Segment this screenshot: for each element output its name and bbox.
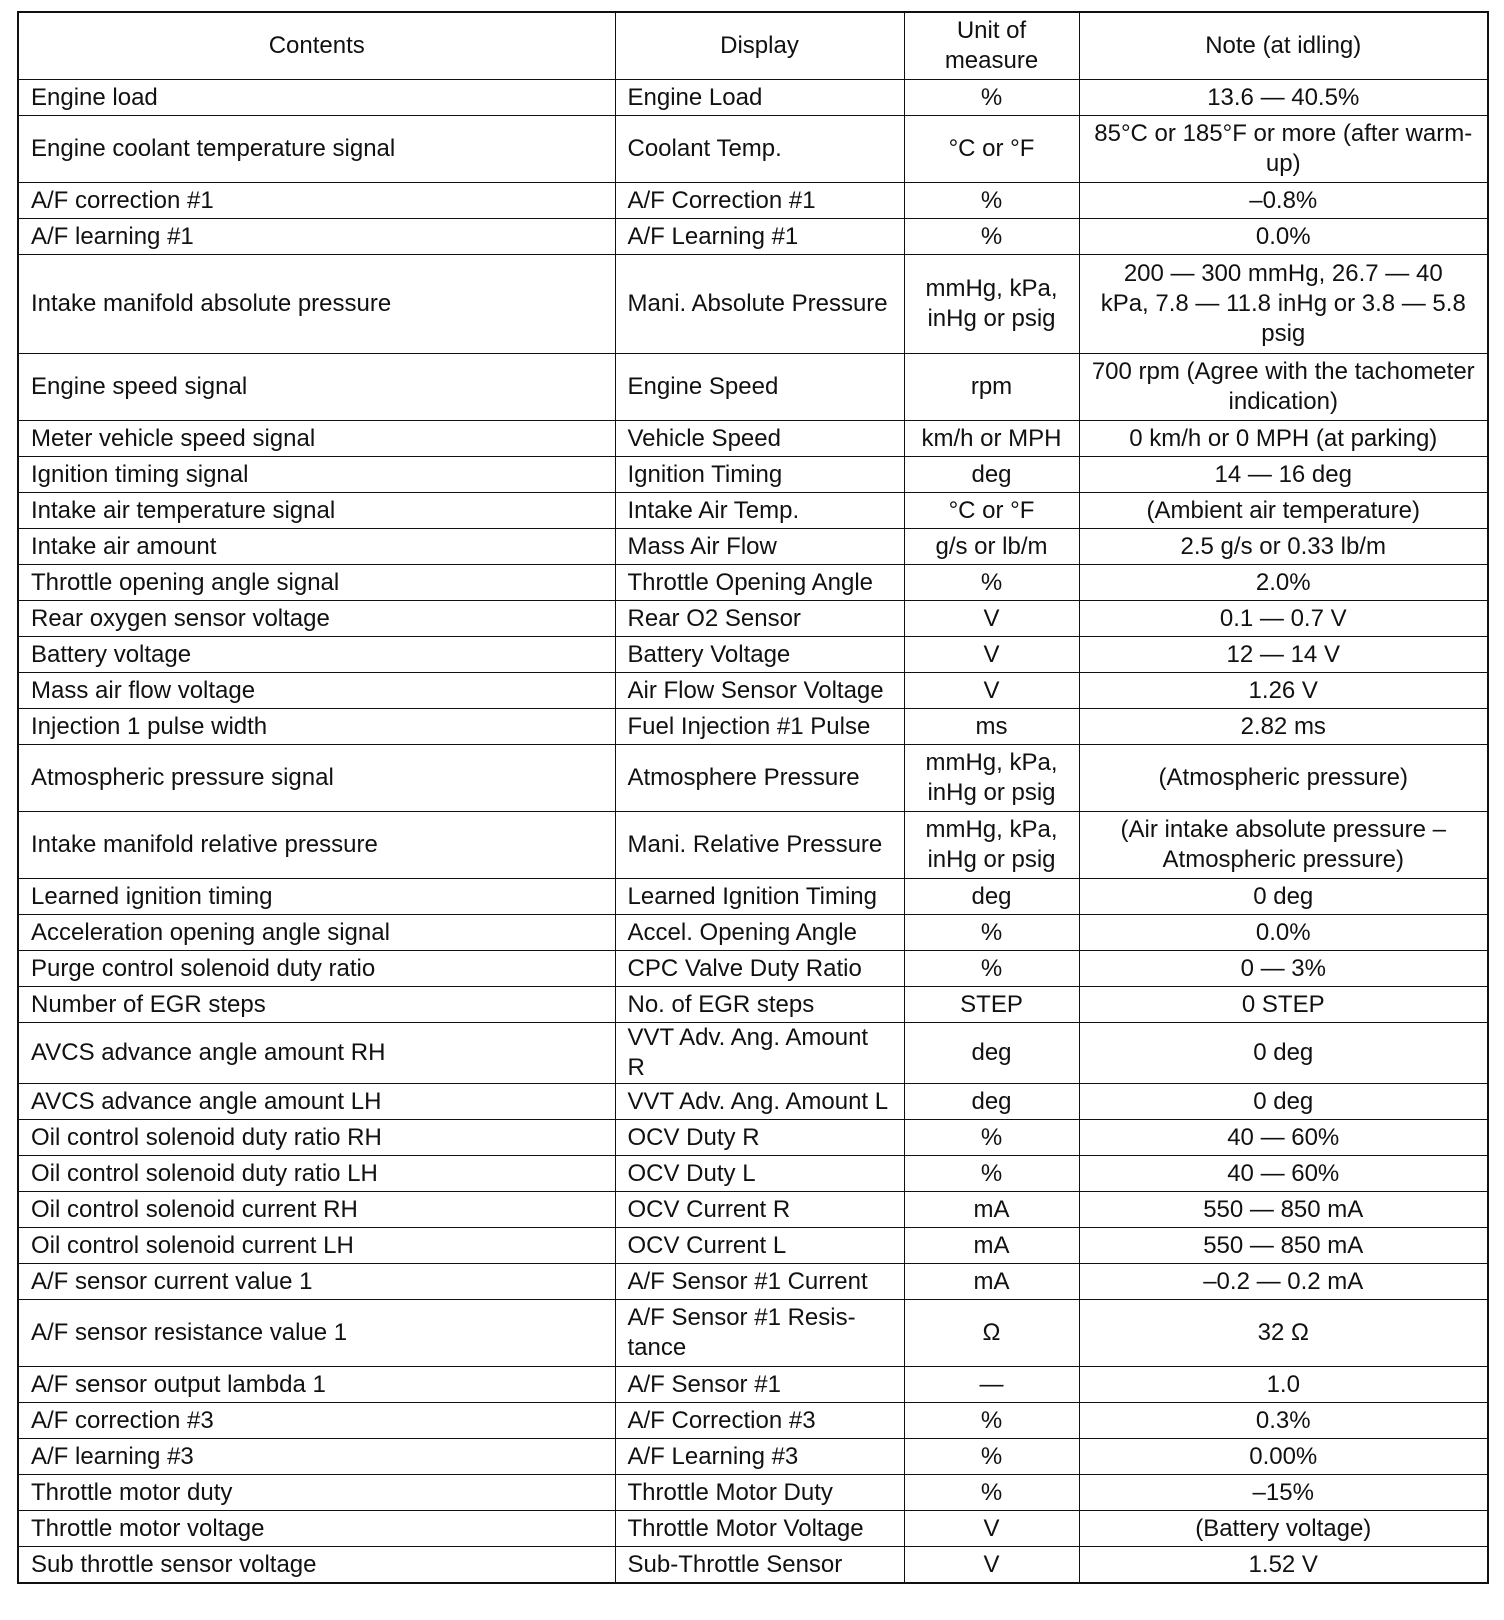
cell-note: –0.2 — 0.2 mA	[1079, 1264, 1488, 1300]
cell-contents: Number of EGR steps	[18, 987, 615, 1023]
monitor-data-table	[17, 11, 1489, 1584]
cell-contents: A/F sensor current value 1	[18, 1264, 615, 1300]
cell-contents: A/F learning #3	[18, 1439, 615, 1475]
cell-unit: STEP	[904, 987, 1079, 1023]
cell-display: OCV Current L	[615, 1228, 904, 1264]
cell-note: 0.0%	[1079, 219, 1488, 255]
cell-unit: V	[904, 1511, 1079, 1547]
cell-contents: Purge control solenoid duty ratio	[18, 951, 615, 987]
cell-contents: A/F correction #3	[18, 1403, 615, 1439]
cell-unit: mA	[904, 1228, 1079, 1264]
cell-display: A/F Correction #3	[615, 1403, 904, 1439]
cell-display: Fuel Injection #1 Pulse	[615, 709, 904, 745]
cell-note: 13.6 — 40.5%	[1079, 80, 1488, 116]
cell-unit: %	[904, 951, 1079, 987]
cell-contents: Throttle opening angle signal	[18, 565, 615, 601]
cell-contents: Rear oxygen sensor voltage	[18, 601, 615, 637]
cell-contents: A/F correction #1	[18, 183, 615, 219]
cell-display: Throttle Motor Duty	[615, 1475, 904, 1511]
table-row	[18, 1023, 1488, 1084]
cell-contents: Oil control solenoid duty ratio RH	[18, 1120, 615, 1156]
header-unit-of-measure: Unit of measure	[904, 12, 1079, 80]
cell-note: –0.8%	[1079, 183, 1488, 219]
cell-contents: Learned ignition timing	[18, 879, 615, 915]
table-row	[18, 951, 1488, 987]
cell-unit: rpm	[904, 354, 1079, 421]
cell-note: (Atmospheric pressure)	[1079, 745, 1488, 812]
cell-contents: Oil control solenoid current RH	[18, 1192, 615, 1228]
cell-contents: Engine coolant temperature signal	[18, 116, 615, 183]
cell-contents: Atmospheric pressure signal	[18, 745, 615, 812]
cell-unit: km/h or MPH	[904, 421, 1079, 457]
cell-note: (Air intake absolute pressure – Atmospheric pressure)	[1079, 812, 1488, 879]
cell-contents: Mass air flow voltage	[18, 673, 615, 709]
cell-display: OCV Current R	[615, 1192, 904, 1228]
cell-contents: Oil control solenoid duty ratio LH	[18, 1156, 615, 1192]
cell-note: 0 deg	[1079, 1084, 1488, 1120]
table-row	[18, 601, 1488, 637]
table-row	[18, 493, 1488, 529]
cell-unit: %	[904, 1120, 1079, 1156]
cell-note: 0 km/h or 0 MPH (at parking)	[1079, 421, 1488, 457]
cell-note: 550 — 850 mA	[1079, 1192, 1488, 1228]
cell-contents: Meter vehicle speed signal	[18, 421, 615, 457]
table-row	[18, 879, 1488, 915]
cell-unit: %	[904, 1403, 1079, 1439]
table-row	[18, 1192, 1488, 1228]
cell-unit: V	[904, 673, 1079, 709]
cell-note: 0.1 — 0.7 V	[1079, 601, 1488, 637]
cell-unit: deg	[904, 1084, 1079, 1120]
table-row	[18, 255, 1488, 354]
table-row	[18, 637, 1488, 673]
cell-unit: mmHg, kPa, inHg or psig	[904, 812, 1079, 879]
cell-contents: A/F sensor resistance value 1	[18, 1300, 615, 1367]
cell-contents: Sub throttle sensor voltage	[18, 1547, 615, 1584]
table-row	[18, 421, 1488, 457]
table-row	[18, 915, 1488, 951]
cell-display: Vehicle Speed	[615, 421, 904, 457]
cell-display: A/F Learning #1	[615, 219, 904, 255]
cell-contents: Intake air amount	[18, 529, 615, 565]
cell-unit: %	[904, 80, 1079, 116]
cell-note: 0 deg	[1079, 1023, 1488, 1084]
cell-unit: mmHg, kPa, inHg or psig	[904, 745, 1079, 812]
table-row	[18, 1120, 1488, 1156]
cell-contents: Oil control solenoid current LH	[18, 1228, 615, 1264]
table-row	[18, 1228, 1488, 1264]
cell-unit: %	[904, 183, 1079, 219]
cell-display: OCV Duty L	[615, 1156, 904, 1192]
cell-display: Accel. Opening Angle	[615, 915, 904, 951]
table-row	[18, 565, 1488, 601]
table-row	[18, 457, 1488, 493]
cell-note: 14 — 16 deg	[1079, 457, 1488, 493]
cell-unit: mmHg, kPa, inHg or psig	[904, 255, 1079, 354]
table-row	[18, 1547, 1488, 1584]
table-row	[18, 1156, 1488, 1192]
table-row	[18, 529, 1488, 565]
table-row	[18, 745, 1488, 812]
cell-note: (Ambient air temperature)	[1079, 493, 1488, 529]
cell-contents: A/F sensor output lambda 1	[18, 1367, 615, 1403]
cell-unit: ms	[904, 709, 1079, 745]
header-row	[18, 12, 1488, 80]
cell-display: Coolant Temp.	[615, 116, 904, 183]
cell-unit: V	[904, 1547, 1079, 1584]
cell-display: Intake Air Temp.	[615, 493, 904, 529]
table-row	[18, 1084, 1488, 1120]
cell-display: Throttle Motor Voltage	[615, 1511, 904, 1547]
cell-display: A/F Sensor #1 Resis-tance	[615, 1300, 904, 1367]
cell-note: 0.00%	[1079, 1439, 1488, 1475]
table-row	[18, 116, 1488, 183]
cell-unit: %	[904, 1475, 1079, 1511]
cell-note: (Battery voltage)	[1079, 1511, 1488, 1547]
cell-note: 2.0%	[1079, 565, 1488, 601]
cell-note: 200 — 300 mmHg, 26.7 — 40 kPa, 7.8 — 11.8 inHg or 3.8 — 5.8 psig	[1079, 255, 1488, 354]
cell-unit: deg	[904, 879, 1079, 915]
cell-display: Battery Voltage	[615, 637, 904, 673]
table-row	[18, 1403, 1488, 1439]
table-body	[18, 80, 1488, 1584]
table-row	[18, 1264, 1488, 1300]
cell-note: 1.0	[1079, 1367, 1488, 1403]
cell-display: Atmosphere Pressure	[615, 745, 904, 812]
table-row	[18, 1511, 1488, 1547]
cell-note: –15%	[1079, 1475, 1488, 1511]
cell-unit: °C or °F	[904, 116, 1079, 183]
cell-display: A/F Learning #3	[615, 1439, 904, 1475]
cell-note: 40 — 60%	[1079, 1156, 1488, 1192]
table-row	[18, 709, 1488, 745]
cell-display: Mass Air Flow	[615, 529, 904, 565]
table-row	[18, 1475, 1488, 1511]
table-row	[18, 183, 1488, 219]
cell-display: A/F Sensor #1	[615, 1367, 904, 1403]
header-display: Display	[615, 12, 904, 80]
cell-display: OCV Duty R	[615, 1120, 904, 1156]
cell-contents: Injection 1 pulse width	[18, 709, 615, 745]
cell-display: VVT Adv. Ang. Amount L	[615, 1084, 904, 1120]
table-row	[18, 1367, 1488, 1403]
cell-contents: Intake air temperature signal	[18, 493, 615, 529]
cell-contents: Engine load	[18, 80, 615, 116]
cell-unit: %	[904, 1439, 1079, 1475]
cell-display: Engine Speed	[615, 354, 904, 421]
cell-display: Ignition Timing	[615, 457, 904, 493]
cell-display: CPC Valve Duty Ratio	[615, 951, 904, 987]
cell-display: A/F Correction #1	[615, 183, 904, 219]
cell-unit: g/s or lb/m	[904, 529, 1079, 565]
table-row	[18, 1300, 1488, 1367]
cell-contents: Throttle motor duty	[18, 1475, 615, 1511]
cell-note: 1.26 V	[1079, 673, 1488, 709]
cell-unit: V	[904, 637, 1079, 673]
cell-display: Mani. Relative Pressure	[615, 812, 904, 879]
cell-contents: Engine speed signal	[18, 354, 615, 421]
cell-note: 40 — 60%	[1079, 1120, 1488, 1156]
table-row	[18, 219, 1488, 255]
header-note: Note (at idling)	[1079, 12, 1488, 80]
table-row	[18, 987, 1488, 1023]
cell-note: 0 STEP	[1079, 987, 1488, 1023]
cell-note: 1.52 V	[1079, 1547, 1488, 1584]
cell-note: 85°C or 185°F or more (after warm-up)	[1079, 116, 1488, 183]
table-row	[18, 1439, 1488, 1475]
cell-display: A/F Sensor #1 Current	[615, 1264, 904, 1300]
cell-note: 12 — 14 V	[1079, 637, 1488, 673]
table-row	[18, 354, 1488, 421]
cell-note: 0 deg	[1079, 879, 1488, 915]
cell-unit: %	[904, 1156, 1079, 1192]
cell-unit: —	[904, 1367, 1079, 1403]
cell-unit: deg	[904, 457, 1079, 493]
cell-note: 2.82 ms	[1079, 709, 1488, 745]
cell-unit: %	[904, 219, 1079, 255]
cell-contents: Intake manifold relative pressure	[18, 812, 615, 879]
cell-note: 2.5 g/s or 0.33 lb/m	[1079, 529, 1488, 565]
cell-note: 32 Ω	[1079, 1300, 1488, 1367]
table-row	[18, 80, 1488, 116]
cell-contents: AVCS advance angle amount LH	[18, 1084, 615, 1120]
cell-contents: Battery voltage	[18, 637, 615, 673]
cell-unit: %	[904, 915, 1079, 951]
cell-display: Air Flow Sensor Voltage	[615, 673, 904, 709]
cell-contents: Throttle motor voltage	[18, 1511, 615, 1547]
cell-unit: %	[904, 565, 1079, 601]
cell-unit: mA	[904, 1192, 1079, 1228]
cell-display: No. of EGR steps	[615, 987, 904, 1023]
cell-note: 0.0%	[1079, 915, 1488, 951]
cell-display: Sub-Throttle Sensor	[615, 1547, 904, 1584]
header-contents: Contents	[18, 12, 615, 80]
cell-contents: Intake manifold absolute pressure	[18, 255, 615, 354]
cell-display: VVT Adv. Ang. Amount R	[615, 1023, 904, 1084]
cell-display: Learned Ignition Timing	[615, 879, 904, 915]
cell-display: Rear O2 Sensor	[615, 601, 904, 637]
cell-note: 700 rpm (Agree with the tachometer indication)	[1079, 354, 1488, 421]
cell-contents: Acceleration opening angle signal	[18, 915, 615, 951]
cell-note: 0.3%	[1079, 1403, 1488, 1439]
cell-contents: AVCS advance angle amount RH	[18, 1023, 615, 1084]
cell-unit: Ω	[904, 1300, 1079, 1367]
cell-unit: mA	[904, 1264, 1079, 1300]
cell-display: Engine Load	[615, 80, 904, 116]
cell-display: Mani. Absolute Pressure	[615, 255, 904, 354]
cell-unit: deg	[904, 1023, 1079, 1084]
cell-note: 550 — 850 mA	[1079, 1228, 1488, 1264]
cell-unit: V	[904, 601, 1079, 637]
cell-note: 0 — 3%	[1079, 951, 1488, 987]
table-row	[18, 812, 1488, 879]
cell-contents: A/F learning #1	[18, 219, 615, 255]
cell-contents: Ignition timing signal	[18, 457, 615, 493]
table-row	[18, 673, 1488, 709]
cell-unit: °C or °F	[904, 493, 1079, 529]
cell-display: Throttle Opening Angle	[615, 565, 904, 601]
